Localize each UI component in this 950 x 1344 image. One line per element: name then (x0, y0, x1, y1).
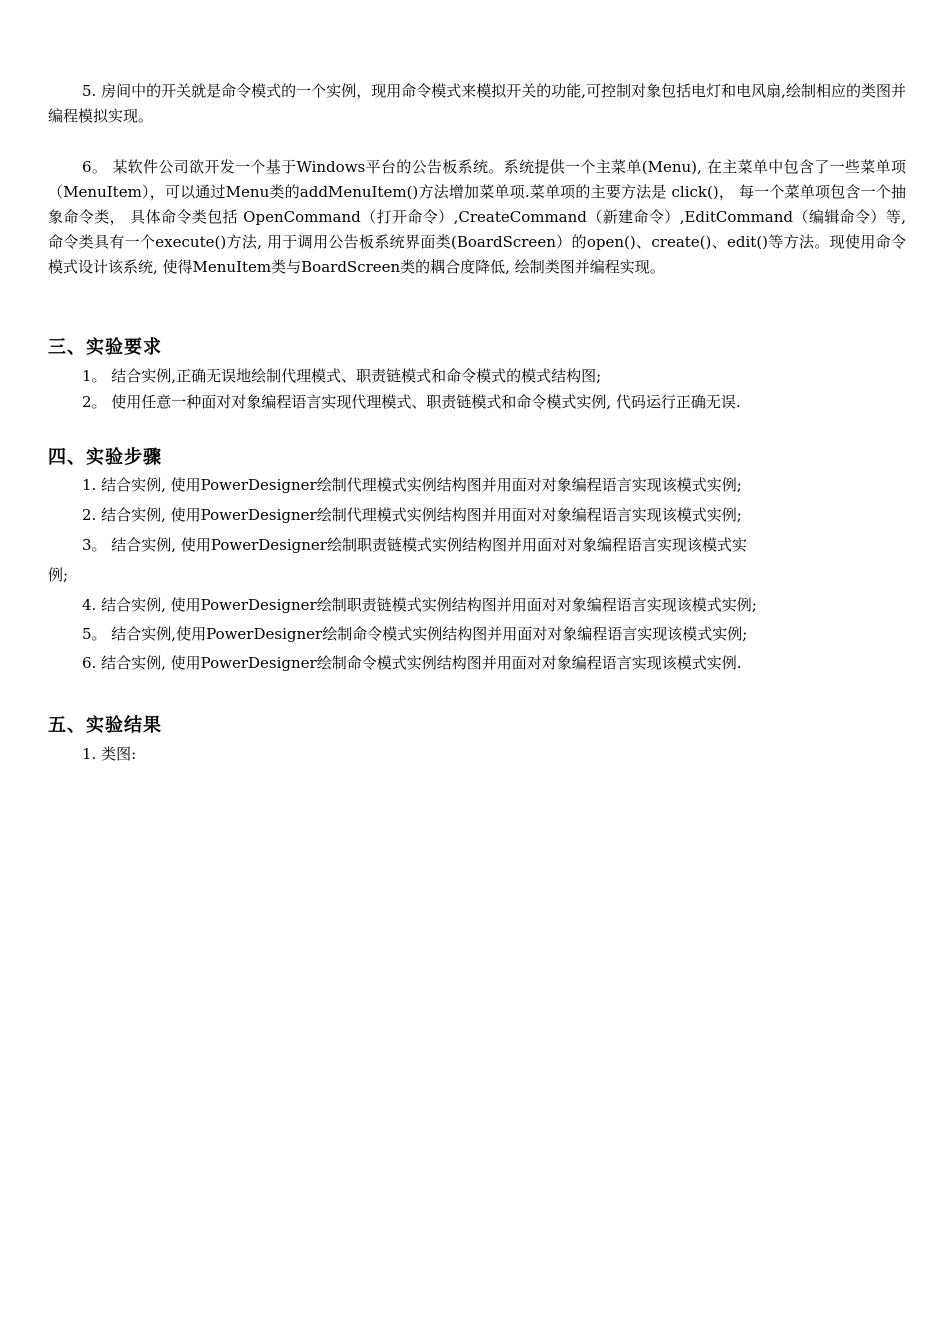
section-4-item-5: 5。 结合实例,使用PowerDesigner绘制命令模式实例结构图并用面对对象编程语言实现该模式实例; (82, 625, 748, 643)
section-3-heading: 三、实验要求 (48, 337, 162, 358)
section-4-item-1: 1. 结合实例, 使用PowerDesigner绘制代理模式实例结构图并用面对对象编程语言实现该模式实例; (82, 476, 742, 494)
section-4-item-4: 4. 结合实例, 使用PowerDesigner绘制职责链模式实例结构图并用面对对象编程语言实现该模式实例; (82, 596, 757, 614)
item-5-text: 5. 房间中的开关就是命令模式的一个实例，现用命令模式来模拟开关的功能,可控制对象包括电灯和电风扇,绘制相应的类图并编程模拟实现。 (48, 82, 906, 125)
section-5-item-1: 1. 类图: (82, 745, 137, 763)
item-5-paragraph (48, 79, 906, 129)
item-6-text: 6。 某软件公司欲开发一个基于Windows平台的公告板系统。系统提供一个主菜单(Menu), 在主菜单中包含了一些菜单项（MenuItem），可以通过Menu类的addMenuItem()方法增加菜单项.菜单项的主要方法是 click()， 每一个菜单项包含一个抽象命令类， 具体命令类包括 OpenCommand（打开命令）,CreateCommand（新建命令）,EditCommand（编辑命令）等,命令类具有一个execute()方法, 用于调用公告板系统界面类(BoardScreen）的open()、create()、edit()等方法。现使用命令模式设计该系统, 使得MenuItem类与BoardScreen类的耦合度降低, 绘制类图并编程实现。 (48, 158, 906, 276)
section-3-item-2: 2。 使用任意一种面对对象编程语言实现代理模式、职责链模式和命令模式实例, 代码运行正确无误. (82, 393, 741, 411)
section-5-heading: 五、实验结果 (48, 715, 162, 736)
section-4-item-2: 2. 结合实例, 使用PowerDesigner绘制代理模式实例结构图并用面对对象编程语言实现该模式实例; (82, 506, 742, 524)
section-4-heading: 四、实验步骤 (48, 447, 162, 468)
section-4-item-3: 3。 结合实例, 使用PowerDesigner绘制职责链模式实例结构图并用面对对象编程语言实现该模式实 (82, 536, 747, 554)
section-4-item-6: 6. 结合实例, 使用PowerDesigner绘制命令模式实例结构图并用面对对象编程语言实现该模式实例. (82, 654, 742, 672)
item-6-paragraph (48, 155, 906, 280)
section-4-item-3-continued: 例; (48, 566, 69, 584)
section-3-item-1: 1。 结合实例,正确无误地绘制代理模式、职责链模式和命令模式的模式结构图; (82, 367, 602, 385)
